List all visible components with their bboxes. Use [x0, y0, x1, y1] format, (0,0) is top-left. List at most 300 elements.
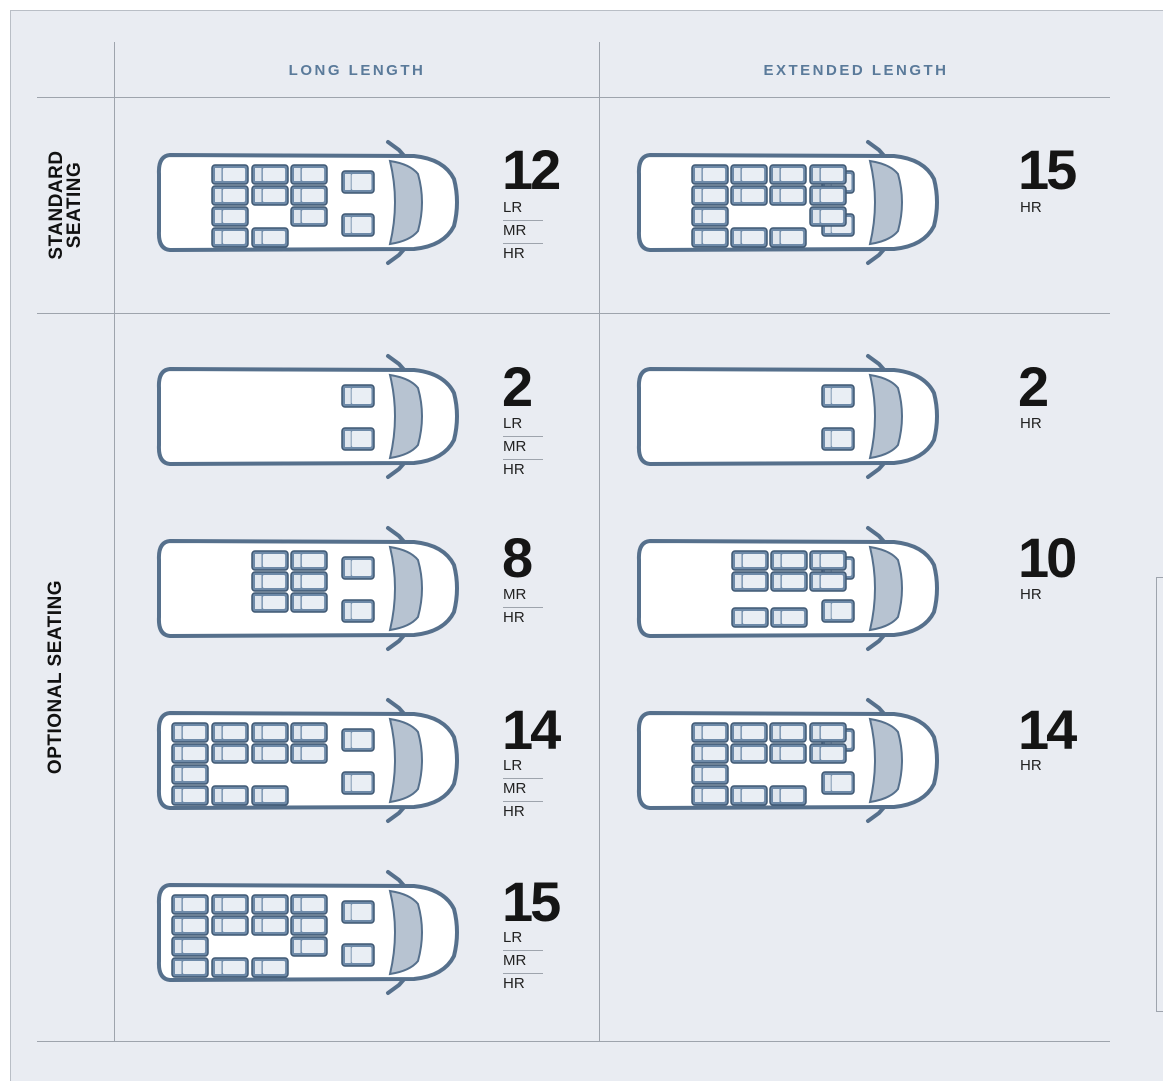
seat-icon	[732, 608, 768, 627]
seat-icon	[810, 551, 846, 570]
seat-icon	[252, 572, 288, 591]
seat-icon	[252, 916, 288, 935]
row-header-standard-seating	[48, 150, 84, 259]
seat-back	[215, 898, 221, 911]
seat-pad	[742, 747, 764, 760]
seat-back	[695, 726, 701, 739]
seat-back	[345, 603, 351, 619]
seat-icon	[810, 165, 846, 184]
seat-icon	[770, 723, 806, 742]
row-header-line: OPTIONAL SEATING	[45, 579, 66, 775]
seat-back	[345, 388, 351, 404]
model-label: MR	[503, 221, 543, 244]
seat-back	[695, 231, 701, 244]
seat-back	[345, 217, 351, 233]
seat-pad	[302, 940, 324, 953]
seat-pad	[183, 898, 205, 911]
model-label: MR	[503, 585, 543, 608]
seat-back	[773, 789, 779, 802]
seat-back	[175, 961, 181, 974]
seat-icon	[731, 786, 767, 805]
seat-icon	[342, 729, 374, 751]
seat-icon	[692, 165, 728, 184]
seat-back	[774, 575, 780, 588]
model-list	[1020, 585, 1060, 608]
row-divider	[37, 313, 1110, 314]
column-divider	[599, 42, 600, 1041]
seat-back	[215, 961, 221, 974]
seat-back	[255, 231, 261, 244]
seat-pad	[183, 961, 205, 974]
model-list	[503, 928, 543, 997]
seat-back	[294, 554, 300, 567]
seat-icon	[291, 895, 327, 914]
seat-count: 15	[1018, 138, 1075, 201]
seat-back	[813, 554, 819, 567]
seat-pad	[352, 603, 372, 619]
seat-pad	[781, 726, 803, 739]
seat-icon	[212, 786, 248, 805]
seat-icon	[291, 165, 327, 184]
seat-pad	[263, 898, 285, 911]
seat-icon	[212, 916, 248, 935]
seat-icon	[692, 786, 728, 805]
column-header-extended-length: EXTENDED LENGTH	[763, 62, 949, 79]
windshield	[390, 547, 422, 630]
seat-pad	[352, 217, 372, 233]
seat-icon	[692, 744, 728, 763]
seat-pad	[183, 768, 205, 781]
seat-back	[175, 898, 181, 911]
seat-pad	[223, 919, 245, 932]
seat-back	[773, 189, 779, 202]
seat-back	[215, 747, 221, 760]
seat-back	[345, 947, 351, 963]
seat-back	[773, 726, 779, 739]
seat-icon	[342, 557, 374, 579]
header-divider	[37, 97, 1110, 98]
model-list	[1020, 198, 1060, 221]
seat-icon	[212, 723, 248, 742]
seat-back	[734, 189, 740, 202]
seat-count: 10	[1018, 526, 1075, 589]
model-label: MR	[503, 437, 543, 460]
windshield	[390, 719, 422, 802]
seat-icon	[252, 165, 288, 184]
seat-icon	[212, 958, 248, 977]
seat-pad	[781, 789, 803, 802]
seat-back	[695, 747, 701, 760]
seat-icon	[172, 744, 208, 763]
seat-pad	[703, 747, 725, 760]
seat-pad	[352, 947, 372, 963]
seat-pad	[302, 210, 324, 223]
model-list	[1020, 756, 1060, 779]
seat-pad	[263, 231, 285, 244]
seat-icon	[770, 165, 806, 184]
van-diagram-opt-ext-10	[632, 520, 944, 657]
seat-pad	[263, 554, 285, 567]
van-diagram-std-long	[152, 134, 464, 271]
seat-pad	[832, 775, 852, 791]
seat-back	[695, 189, 701, 202]
windshield	[870, 547, 902, 630]
windshield	[870, 161, 902, 244]
seat-icon	[291, 551, 327, 570]
windshield	[390, 161, 422, 244]
seat-pad	[302, 554, 324, 567]
model-label: HR	[503, 975, 525, 992]
van-diagram-opt-long-14	[152, 692, 464, 829]
seat-back	[825, 388, 831, 404]
seat-back	[734, 726, 740, 739]
seat-icon	[212, 895, 248, 914]
seat-icon	[172, 723, 208, 742]
seat-icon	[342, 214, 374, 236]
seat-icon	[692, 765, 728, 784]
seat-pad	[742, 726, 764, 739]
seat-pad	[223, 961, 245, 974]
seat-pad	[821, 210, 843, 223]
seat-pad	[302, 898, 324, 911]
seat-back	[695, 210, 701, 223]
seat-back	[734, 789, 740, 802]
seat-back	[175, 726, 181, 739]
seat-count: 12	[502, 138, 559, 201]
van-diagram-opt-long-8	[152, 520, 464, 657]
seat-pad	[263, 789, 285, 802]
seat-back	[813, 210, 819, 223]
seat-pad	[352, 775, 372, 791]
model-label: HR	[1020, 586, 1042, 603]
seat-count: 2	[1018, 355, 1047, 418]
seat-pad	[223, 898, 245, 911]
seat-back	[294, 575, 300, 588]
seat-back	[695, 768, 701, 781]
model-list	[503, 414, 543, 483]
seat-count: 14	[502, 698, 559, 761]
seat-icon	[212, 207, 248, 226]
edge-bracket	[1156, 577, 1163, 1012]
seat-icon	[731, 186, 767, 205]
seat-pad	[742, 231, 764, 244]
seat-pad	[302, 189, 324, 202]
seat-back	[294, 210, 300, 223]
seat-icon	[692, 228, 728, 247]
seat-icon	[252, 228, 288, 247]
seat-icon	[692, 207, 728, 226]
model-label: LR	[503, 198, 543, 221]
seat-back	[294, 726, 300, 739]
seat-back	[813, 726, 819, 739]
seat-pad	[703, 231, 725, 244]
seat-pad	[263, 596, 285, 609]
seat-pad	[352, 431, 372, 447]
row-header-optional-seating	[47, 580, 65, 774]
seat-pad	[821, 747, 843, 760]
seat-icon	[291, 593, 327, 612]
seat-pad	[352, 732, 372, 748]
seat-pad	[352, 388, 372, 404]
seat-count: 14	[1018, 698, 1075, 761]
seat-back	[734, 168, 740, 181]
seat-icon	[731, 228, 767, 247]
row-header-line: SEATING	[64, 161, 85, 249]
seat-icon	[692, 186, 728, 205]
seat-back	[774, 554, 780, 567]
seat-pad	[223, 231, 245, 244]
seat-back	[255, 596, 261, 609]
seat-back	[773, 747, 779, 760]
seat-icon	[291, 723, 327, 742]
seat-icon	[771, 608, 807, 627]
seat-pad	[302, 726, 324, 739]
seat-icon	[291, 207, 327, 226]
seat-icon	[731, 165, 767, 184]
seat-pad	[832, 431, 852, 447]
seat-back	[294, 596, 300, 609]
seat-icon	[770, 786, 806, 805]
seat-pad	[263, 575, 285, 588]
seat-pad	[821, 575, 843, 588]
seat-pad	[703, 768, 725, 781]
model-label: HR	[1020, 199, 1042, 216]
seat-icon	[342, 772, 374, 794]
seat-back	[345, 732, 351, 748]
seat-count: 2	[502, 355, 531, 418]
seat-icon	[810, 207, 846, 226]
seat-pad	[832, 388, 852, 404]
seat-pad	[742, 168, 764, 181]
seat-icon	[212, 165, 248, 184]
seat-pad	[781, 747, 803, 760]
seat-icon	[252, 723, 288, 742]
seat-icon	[822, 428, 854, 450]
model-label: HR	[503, 245, 525, 262]
bottom-divider	[37, 1041, 1110, 1042]
seat-pad	[782, 611, 804, 624]
seat-icon	[252, 786, 288, 805]
seat-back	[215, 189, 221, 202]
seat-icon	[291, 186, 327, 205]
seat-icon	[692, 723, 728, 742]
seat-pad	[223, 189, 245, 202]
seat-back	[255, 961, 261, 974]
seat-back	[175, 919, 181, 932]
seat-icon	[770, 186, 806, 205]
seat-pad	[223, 747, 245, 760]
seat-back	[215, 168, 221, 181]
seat-back	[215, 231, 221, 244]
seat-pad	[263, 726, 285, 739]
seat-pad	[263, 747, 285, 760]
seat-back	[695, 168, 701, 181]
seat-pad	[302, 596, 324, 609]
seat-pad	[263, 961, 285, 974]
van-diagram-std-ext	[632, 134, 944, 271]
seat-back	[215, 919, 221, 932]
seat-back	[345, 775, 351, 791]
seat-back	[255, 726, 261, 739]
seat-icon	[771, 572, 807, 591]
seat-back	[255, 747, 261, 760]
seat-pad	[183, 726, 205, 739]
seat-icon	[291, 916, 327, 935]
model-label: HR	[503, 461, 525, 478]
seat-icon	[731, 744, 767, 763]
seat-icon	[342, 944, 374, 966]
seat-back	[345, 431, 351, 447]
seat-back	[215, 726, 221, 739]
seat-icon	[342, 901, 374, 923]
seat-back	[255, 554, 261, 567]
seat-icon	[732, 551, 768, 570]
seat-back	[215, 210, 221, 223]
seat-back	[735, 611, 741, 624]
seat-pad	[263, 189, 285, 202]
seat-pad	[782, 554, 804, 567]
model-label: MR	[503, 951, 543, 974]
seat-icon	[771, 551, 807, 570]
seat-pad	[781, 189, 803, 202]
model-label: LR	[503, 756, 543, 779]
seat-pad	[832, 603, 852, 619]
seat-count: 15	[502, 870, 559, 933]
seat-icon	[822, 600, 854, 622]
seat-icon	[822, 385, 854, 407]
seat-icon	[252, 958, 288, 977]
seat-back	[255, 168, 261, 181]
seat-pad	[263, 168, 285, 181]
row-header-divider	[114, 42, 115, 1041]
column-header-long-length: LONG LENGTH	[288, 62, 426, 79]
seat-back	[695, 789, 701, 802]
seat-pad	[302, 747, 324, 760]
seat-icon	[291, 572, 327, 591]
seat-icon	[770, 744, 806, 763]
seat-pad	[821, 726, 843, 739]
model-label: HR	[503, 803, 525, 820]
seat-back	[813, 575, 819, 588]
seat-icon	[252, 744, 288, 763]
seat-icon	[810, 186, 846, 205]
seat-pad	[302, 575, 324, 588]
windshield	[390, 375, 422, 458]
seat-pad	[781, 231, 803, 244]
seat-back	[175, 789, 181, 802]
van-diagram-opt-long-15	[152, 864, 464, 1001]
model-label: LR	[503, 928, 543, 951]
seat-pad	[703, 168, 725, 181]
windshield	[390, 891, 422, 974]
seat-pad	[352, 560, 372, 576]
seat-icon	[212, 744, 248, 763]
seat-icon	[342, 171, 374, 193]
seat-pad	[703, 789, 725, 802]
seat-pad	[183, 919, 205, 932]
windshield	[870, 375, 902, 458]
model-label: MR	[503, 779, 543, 802]
seat-back	[813, 168, 819, 181]
seat-back	[825, 431, 831, 447]
model-label: HR	[1020, 757, 1042, 774]
seat-pad	[263, 919, 285, 932]
seat-back	[294, 189, 300, 202]
seat-pad	[223, 168, 245, 181]
seat-back	[813, 747, 819, 760]
seat-icon	[172, 937, 208, 956]
seat-back	[175, 768, 181, 781]
model-label: HR	[1020, 415, 1042, 432]
seat-back	[294, 898, 300, 911]
seat-icon	[252, 186, 288, 205]
seat-back	[735, 575, 741, 588]
seat-pad	[782, 575, 804, 588]
seat-back	[735, 554, 741, 567]
van-diagram-opt-ext-14	[632, 692, 944, 829]
seat-back	[294, 919, 300, 932]
seat-pad	[183, 789, 205, 802]
seat-pad	[223, 726, 245, 739]
seat-pad	[183, 747, 205, 760]
seat-icon	[252, 551, 288, 570]
seat-icon	[212, 186, 248, 205]
seat-pad	[743, 554, 765, 567]
seat-pad	[352, 904, 372, 920]
seat-pad	[703, 189, 725, 202]
seat-icon	[342, 428, 374, 450]
seat-icon	[731, 723, 767, 742]
seat-back	[255, 919, 261, 932]
seat-back	[294, 168, 300, 181]
seat-pad	[302, 168, 324, 181]
seat-back	[175, 940, 181, 953]
seat-back	[345, 560, 351, 576]
seat-back	[774, 611, 780, 624]
seat-back	[255, 898, 261, 911]
model-list	[503, 198, 543, 267]
seat-icon	[291, 937, 327, 956]
seat-icon	[252, 895, 288, 914]
seat-pad	[743, 575, 765, 588]
model-list	[503, 756, 543, 825]
seat-icon	[732, 572, 768, 591]
seat-back	[773, 168, 779, 181]
seat-back	[734, 747, 740, 760]
seat-count: 8	[502, 526, 531, 589]
seat-icon	[810, 744, 846, 763]
van-diagram-opt-long-2	[152, 348, 464, 485]
seat-pad	[703, 210, 725, 223]
seat-back	[175, 747, 181, 760]
seat-pad	[821, 554, 843, 567]
seat-back	[215, 789, 221, 802]
seat-icon	[822, 772, 854, 794]
seat-icon	[342, 385, 374, 407]
seat-icon	[172, 765, 208, 784]
seat-back	[825, 603, 831, 619]
model-label: HR	[503, 609, 525, 626]
model-list	[1020, 414, 1060, 437]
windshield	[870, 719, 902, 802]
seat-icon	[770, 228, 806, 247]
seat-back	[255, 789, 261, 802]
seat-back	[255, 189, 261, 202]
seat-pad	[743, 611, 765, 624]
row-header-line: STANDARD	[46, 150, 67, 260]
seat-back	[825, 775, 831, 791]
seat-pad	[742, 189, 764, 202]
